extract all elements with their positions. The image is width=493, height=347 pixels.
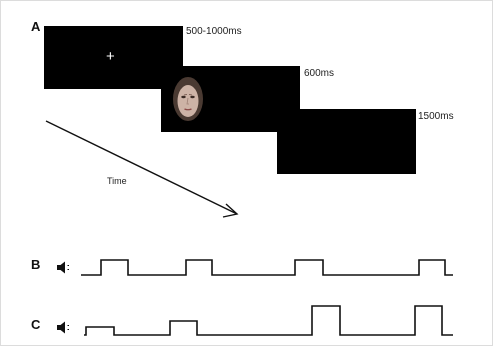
fixation-cross: + [106,48,115,65]
time-label: Time [107,176,127,186]
face-duration: 600ms [304,68,335,79]
sound-trace-b [81,260,453,275]
speaker-icon [57,322,69,334]
panel-a-label: A [31,19,41,34]
blank-duration: 1500ms [418,111,454,122]
panel-c-label: C [31,317,41,332]
time-arrow [46,121,237,217]
speaker-icon [57,262,69,274]
panel-b-label: B [31,257,41,272]
diagram-lines [1,1,493,347]
sound-trace-c [84,306,453,335]
fixation-duration: 500-1000ms [186,26,242,37]
